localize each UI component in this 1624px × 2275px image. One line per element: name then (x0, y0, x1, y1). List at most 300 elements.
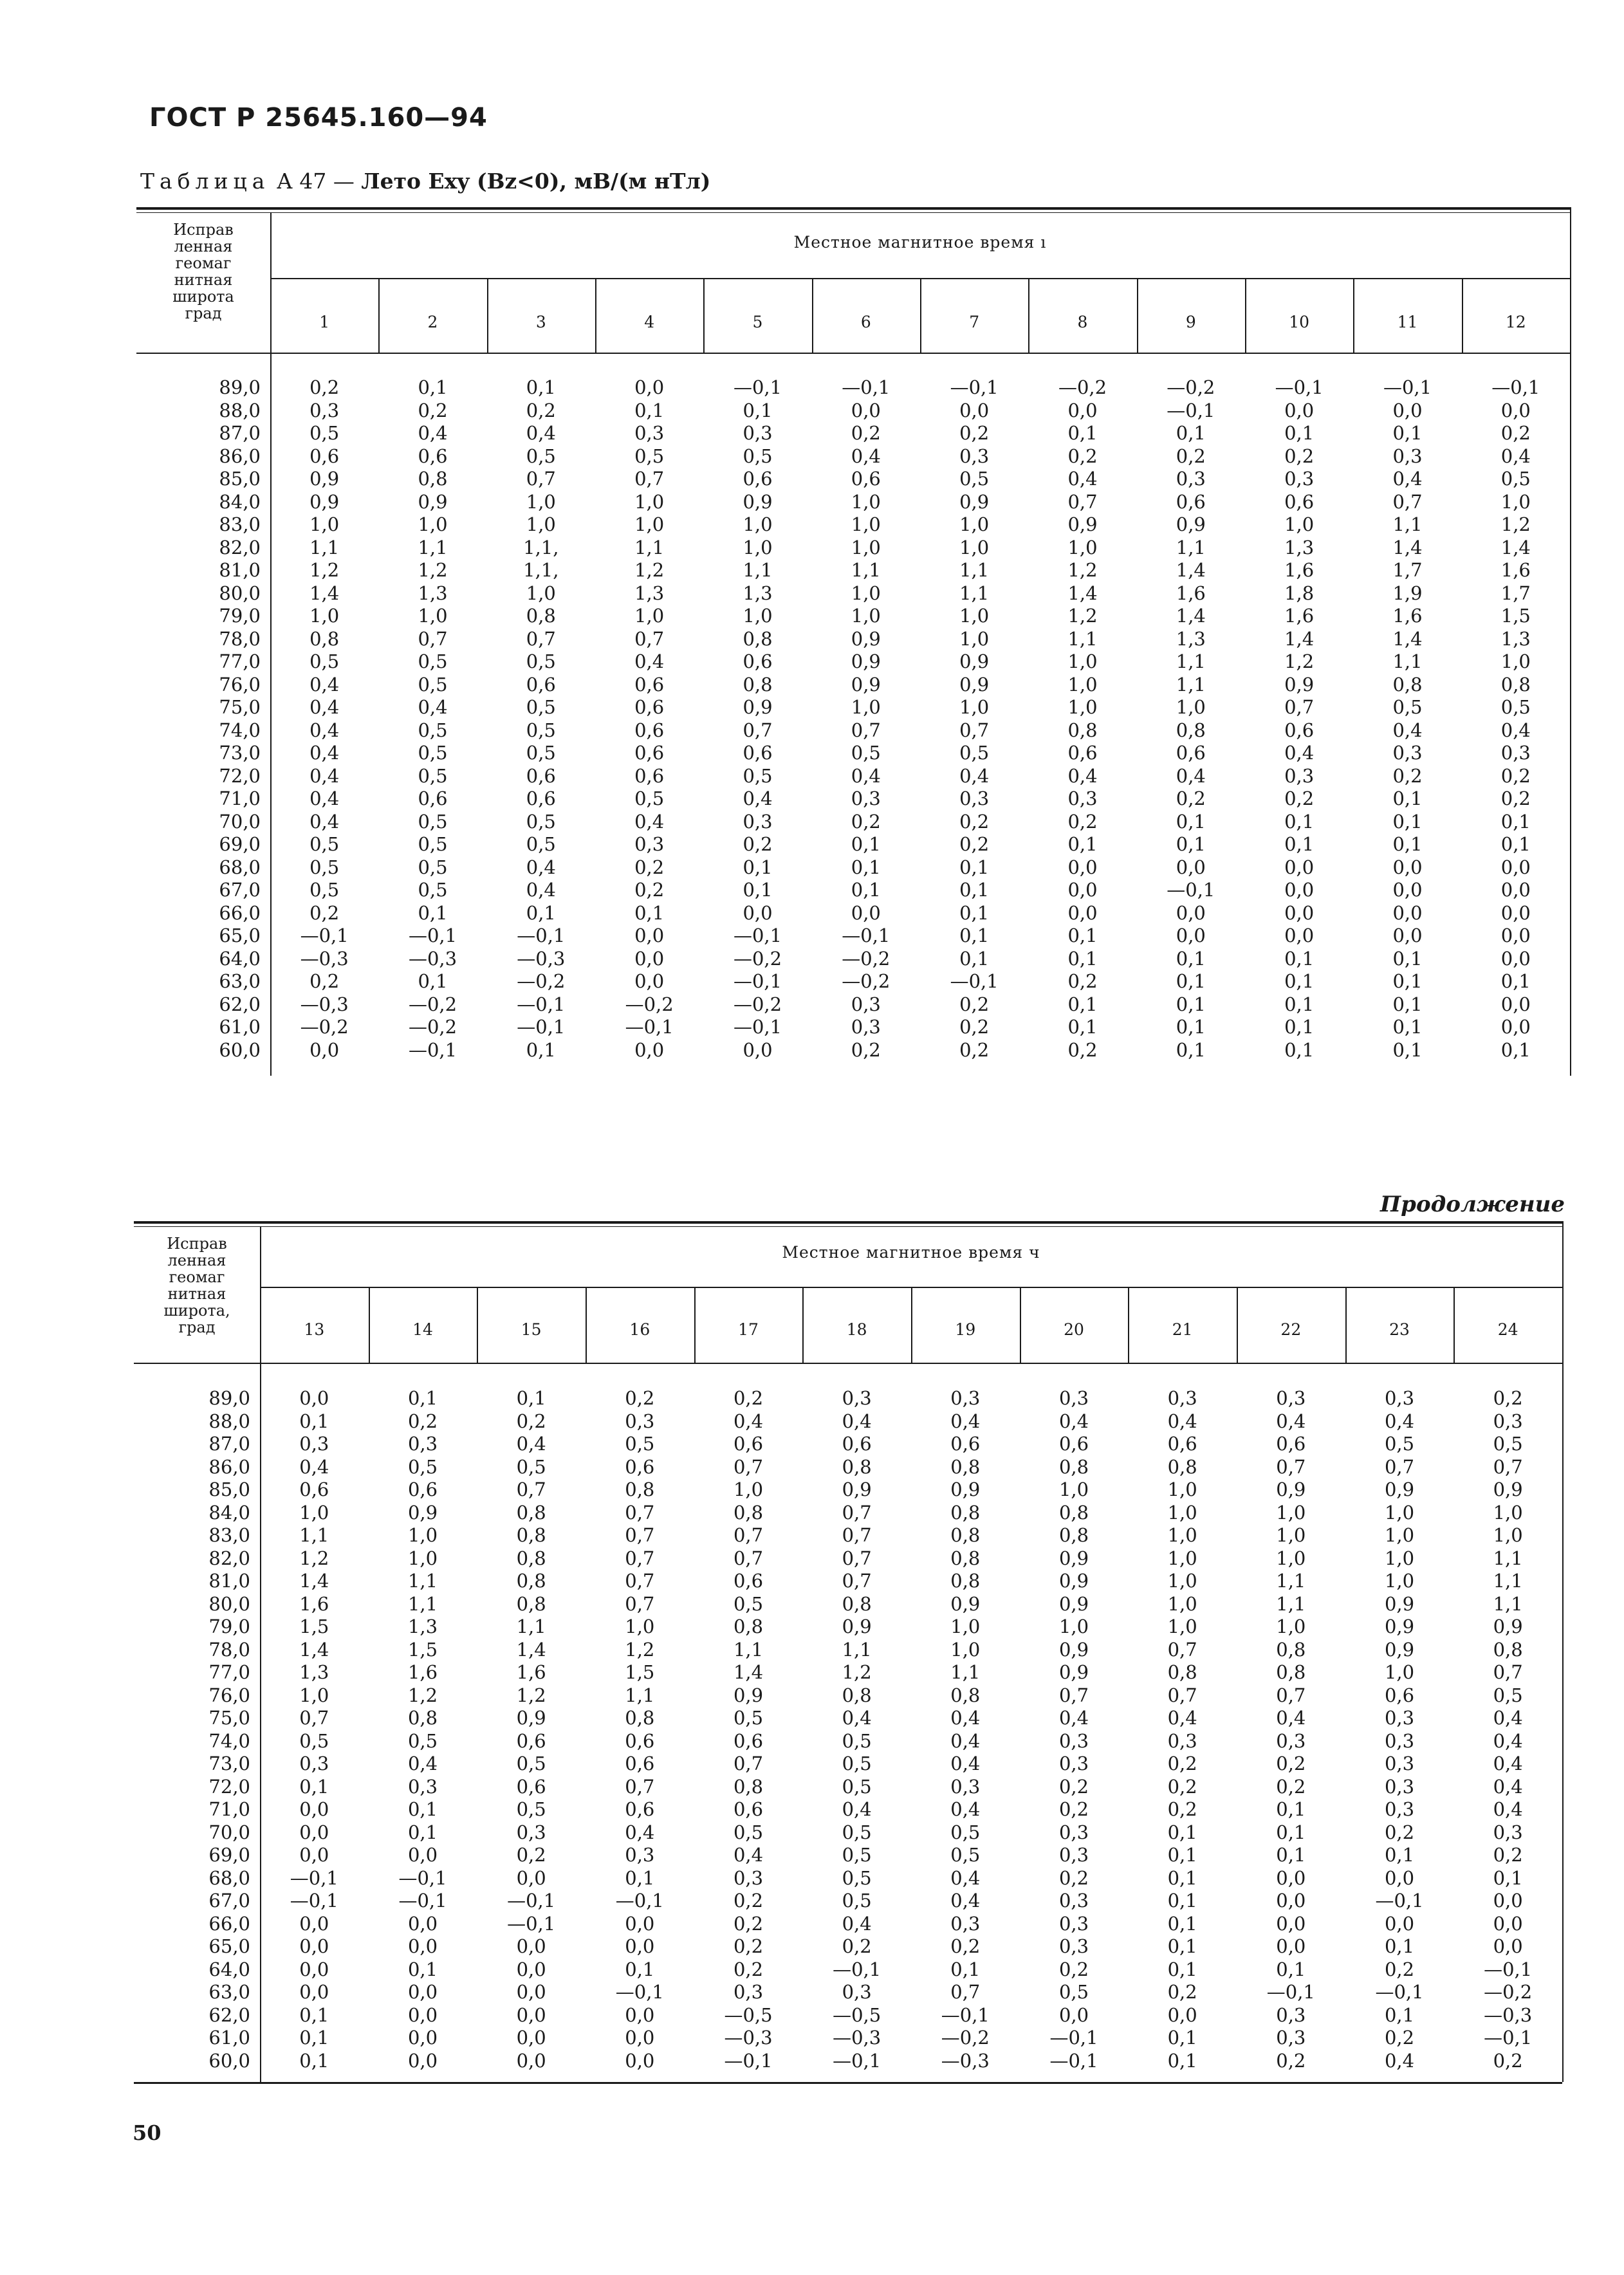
value-cell: 0,0 (407, 1912, 438, 1935)
value-cell: 0,6 (299, 1478, 329, 1500)
value-cell: 1,0 (1176, 696, 1206, 718)
value-cell: —0,2 (733, 947, 782, 970)
latitude-cell: 81,0 (219, 559, 261, 581)
latitude-cell: 64,0 (208, 1958, 250, 1980)
value-cell: 0,1 (625, 1866, 655, 1889)
value-cell: 0,5 (516, 1455, 546, 1478)
value-cell: 0,8 (950, 1524, 981, 1546)
value-cell: 0,4 (1392, 468, 1423, 490)
value-cell: 0,5 (526, 810, 556, 833)
value-cell: 1,0 (1384, 1524, 1415, 1546)
value-cell: 0,0 (1067, 901, 1098, 924)
value-cell: 0,7 (625, 1592, 655, 1615)
value-cell: 0,0 (743, 1038, 773, 1061)
value-cell: 0,5 (842, 1866, 872, 1889)
value-cell: 0,6 (1384, 1684, 1415, 1706)
value-cell: 0,9 (1384, 1638, 1415, 1661)
value-cell: —0,1 (507, 1890, 556, 1911)
value-cell: 0,1 (1500, 1038, 1531, 1061)
value-cell: 0,1 (526, 901, 556, 924)
value-cell: 0,7 (1276, 1684, 1306, 1706)
value-cell: 0,1 (1176, 970, 1206, 992)
value-cell: 0,0 (299, 1981, 329, 2003)
value-cell: 0,3 (1276, 1729, 1306, 1752)
latitude-cell: 78,0 (219, 627, 261, 650)
value-cell: 0,5 (418, 719, 448, 741)
value-cell: 0,0 (851, 399, 881, 421)
value-cell: 0,0 (743, 901, 773, 924)
value-cell: 0,2 (959, 1016, 990, 1038)
value-cell: 0,7 (625, 1524, 655, 1546)
value-cell: 0,1 (1500, 833, 1531, 855)
value-cell: 1,6 (299, 1592, 329, 1615)
value-cell: 1,2 (418, 559, 448, 581)
value-cell: 0,7 (1493, 1455, 1523, 1478)
value-cell: 0,6 (1284, 719, 1315, 741)
latitude-cell: 60,0 (208, 2049, 250, 2072)
value-cell: 1,0 (1167, 1592, 1197, 1615)
value-cell: 0,2 (950, 1935, 981, 1957)
value-cell: 0,0 (407, 1844, 438, 1866)
value-cell: 0,5 (842, 1729, 872, 1752)
value-cell: 0,7 (733, 1753, 764, 1774)
value-cell: 0,6 (733, 1729, 764, 1752)
value-cell: 0,7 (1392, 490, 1423, 513)
value-cell: 0,1 (1284, 1016, 1315, 1038)
header-bottom-rule (136, 353, 1570, 354)
value-cell: 0,5 (733, 1821, 764, 1843)
value-cell: 0,5 (418, 742, 448, 764)
value-cell: 0,2 (1058, 1798, 1089, 1820)
latitude-cell: 72,0 (208, 1775, 250, 1798)
value-cell: —0,1 (300, 925, 349, 946)
caption-number: А 47 (276, 169, 327, 194)
value-cell: 0,6 (1276, 1433, 1306, 1455)
value-cell: 0,6 (634, 696, 665, 718)
value-cell: 0,1 (851, 879, 881, 901)
value-cell: —0,3 (941, 2049, 990, 2072)
value-cell: 0,3 (959, 788, 990, 809)
value-cell: 0,4 (526, 856, 556, 878)
value-cell: 0,7 (516, 1478, 546, 1500)
value-cell: 0,8 (950, 1501, 981, 1524)
value-cell: 0,3 (842, 1981, 872, 2003)
value-cell: 0,5 (950, 1821, 981, 1843)
value-cell: 0,1 (743, 879, 773, 901)
value-cell: 0,8 (842, 1684, 872, 1706)
value-cell: 0,1 (1167, 1866, 1197, 1889)
value-cell: 1,5 (407, 1638, 438, 1661)
value-cell: 0,6 (407, 1478, 438, 1500)
value-cell: 0,5 (842, 1753, 872, 1774)
latitude-cell: 63,0 (208, 1981, 250, 2003)
value-cell: —0,1 (842, 376, 890, 398)
value-cell: 0,8 (1058, 1524, 1089, 1546)
value-cell: 0,8 (950, 1455, 981, 1478)
value-cell: —0,2 (733, 993, 782, 1015)
value-cell: 0,1 (1167, 1844, 1197, 1866)
value-cell: 0,3 (1384, 1387, 1415, 1409)
value-cell: 0,2 (309, 970, 340, 992)
value-cell: 1,0 (959, 536, 990, 558)
value-cell: 0,1 (625, 1958, 655, 1980)
value-cell: 0,9 (516, 1707, 546, 1729)
value-cell: 1,3 (299, 1661, 329, 1683)
value-cell: 1,1 (516, 1616, 546, 1637)
value-cell: 0,6 (418, 788, 448, 809)
value-cell: 0,4 (516, 1433, 546, 1455)
value-cell: 0,0 (1384, 1866, 1415, 1889)
value-cell: 0,2 (516, 1410, 546, 1432)
value-cell: 0,4 (418, 696, 448, 718)
hour-header: 11 (1397, 313, 1418, 331)
value-cell: —0,3 (833, 2027, 881, 2049)
value-cell: 1,0 (959, 513, 990, 535)
caption-prefix: Таблица (140, 169, 270, 194)
latitude-cell: 86,0 (219, 445, 261, 467)
value-cell: 0,4 (309, 673, 340, 695)
value-cell: 1,1 (851, 559, 881, 581)
value-cell: 0,6 (418, 445, 448, 467)
caption-dash: — (333, 169, 355, 194)
value-cell: 0,0 (299, 1387, 329, 1409)
value-cell: 0,9 (733, 1684, 764, 1706)
value-cell: 1,0 (1500, 490, 1531, 513)
value-cell: 1,7 (1392, 559, 1423, 581)
value-cell: 0,4 (309, 719, 340, 741)
value-cell: 0,5 (407, 1729, 438, 1752)
value-cell: 0,1 (1167, 2049, 1197, 2072)
value-cell: 0,4 (1493, 1798, 1523, 1820)
value-cell: 1,1 (733, 1638, 764, 1661)
value-cell: 1,3 (1176, 627, 1206, 650)
value-cell: 0,7 (1167, 1684, 1197, 1706)
hour-header: 10 (1289, 313, 1310, 331)
value-cell: 0,1 (1392, 1038, 1423, 1061)
latitude-cell: 73,0 (208, 1753, 250, 1774)
value-cell: 0,3 (299, 1753, 329, 1774)
hour-header: 17 (738, 1320, 759, 1339)
value-cell: 0,0 (634, 925, 665, 946)
value-cell: 0,4 (309, 742, 340, 764)
value-cell: —0,1 (1275, 376, 1324, 398)
value-cell: 0,1 (851, 856, 881, 878)
value-cell: —0,1 (517, 1016, 566, 1038)
value-cell: 0,3 (1493, 1821, 1523, 1843)
value-cell: 1,0 (1276, 1547, 1306, 1569)
value-cell: 0,0 (407, 2003, 438, 2026)
value-cell: 0,4 (299, 1455, 329, 1478)
value-cell: 0,5 (1500, 468, 1531, 490)
value-cell: —0,2 (842, 970, 890, 992)
value-cell: 1,0 (407, 1524, 438, 1546)
value-cell: 1,0 (959, 627, 990, 650)
value-cell: 1,6 (1392, 605, 1423, 627)
value-cell: —0,2 (517, 970, 566, 992)
value-cell: 0,2 (959, 1038, 990, 1061)
value-cell: 0,4 (1500, 445, 1531, 467)
value-cell: 0,2 (1058, 1866, 1089, 1889)
value-cell: —0,2 (1167, 376, 1215, 398)
value-cell: 0,1 (1392, 810, 1423, 833)
value-cell: 0,9 (743, 490, 773, 513)
value-cell: 0,3 (743, 810, 773, 833)
value-cell: 0,0 (1384, 1912, 1415, 1935)
value-cell: 0,9 (1493, 1616, 1523, 1637)
value-cell: 1,4 (1500, 536, 1531, 558)
value-cell: 0,6 (1058, 1433, 1089, 1455)
value-cell: 0,9 (1058, 1638, 1089, 1661)
value-cell: 0,5 (1500, 696, 1531, 718)
value-cell: 0,2 (1384, 1821, 1415, 1843)
value-cell: 0,8 (842, 1455, 872, 1478)
latitude-cell: 62,0 (208, 2003, 250, 2026)
value-cell: —0,1 (1375, 1981, 1424, 2003)
value-cell: 0,5 (733, 1707, 764, 1729)
value-cell: 0,4 (526, 879, 556, 901)
value-cell: 0,6 (625, 1729, 655, 1752)
value-cell: 0,5 (526, 742, 556, 764)
value-cell: 0,6 (634, 764, 665, 787)
latitude-cell: 83,0 (219, 513, 261, 535)
value-cell: 0,3 (851, 1016, 881, 1038)
value-cell: 0,1 (1384, 1935, 1415, 1957)
value-cell: 0,1 (1284, 970, 1315, 992)
value-cell: 1,2 (634, 559, 665, 581)
value-cell: 1,2 (1067, 559, 1098, 581)
hour-header: 5 (752, 313, 763, 331)
value-cell: 1,8 (1284, 582, 1315, 604)
value-cell: 0,1 (1176, 1016, 1206, 1038)
value-cell: 0,5 (418, 856, 448, 878)
value-cell: 0,2 (634, 879, 665, 901)
value-cell: 0,9 (1384, 1616, 1415, 1637)
hour-header: 23 (1389, 1320, 1410, 1339)
value-cell: —0,1 (398, 1866, 447, 1889)
value-cell: 0,0 (299, 1935, 329, 1957)
value-cell: 0,1 (959, 856, 990, 878)
value-cell: 0,3 (1058, 1890, 1089, 1911)
value-cell: 0,7 (733, 1547, 764, 1569)
value-cell: 1,0 (1384, 1570, 1415, 1592)
value-cell: 1,0 (851, 513, 881, 535)
value-cell: 0,0 (1284, 879, 1315, 901)
value-cell: 1,1 (407, 1570, 438, 1592)
latitude-cell: 81,0 (208, 1570, 250, 1592)
value-cell: 0,0 (1500, 947, 1531, 970)
value-cell: 1,0 (1276, 1616, 1306, 1637)
value-cell: 0,8 (1276, 1638, 1306, 1661)
value-cell: 0,1 (1500, 970, 1531, 992)
value-cell: 0,8 (418, 468, 448, 490)
latitude-cell: 63,0 (219, 970, 261, 992)
value-cell: 0,7 (842, 1547, 872, 1569)
value-cell: —0,3 (408, 947, 457, 970)
value-cell: 1,0 (1067, 536, 1098, 558)
value-cell: 0,2 (733, 1958, 764, 1980)
latitude-cell: 89,0 (208, 1387, 250, 1409)
value-cell: 0,5 (418, 764, 448, 787)
value-cell: 0,7 (959, 719, 990, 741)
latitude-cell: 84,0 (208, 1501, 250, 1524)
value-cell: 0,5 (309, 879, 340, 901)
value-cell: 1,0 (299, 1684, 329, 1706)
table-top-rule (136, 207, 1570, 210)
value-cell: 1,2 (516, 1684, 546, 1706)
table-right-border (1570, 207, 1571, 1076)
value-cell: 0,9 (851, 627, 881, 650)
value-cell: 0,4 (950, 1410, 981, 1432)
value-cell: 0,2 (851, 810, 881, 833)
value-cell: 0,9 (1058, 1661, 1089, 1683)
latitude-cell: 65,0 (219, 925, 261, 946)
value-cell: 0,3 (1067, 788, 1098, 809)
value-cell: 1,0 (1067, 673, 1098, 695)
value-cell: 0,1 (1392, 788, 1423, 809)
value-cell: 0,7 (842, 1501, 872, 1524)
value-cell: 0,6 (1176, 742, 1206, 764)
value-cell: 0,0 (1500, 399, 1531, 421)
hour-header: 9 (1185, 313, 1196, 331)
value-cell: 0,0 (516, 2027, 546, 2049)
value-cell: 0,2 (743, 833, 773, 855)
value-cell: 0,9 (743, 696, 773, 718)
value-cell: 0,1 (1176, 833, 1206, 855)
value-cell: 0,3 (950, 1387, 981, 1409)
value-cell: 0,0 (1276, 1890, 1306, 1911)
value-cell: 0,2 (1167, 1798, 1197, 1820)
value-cell: 0,8 (1392, 673, 1423, 695)
value-cell: 1,0 (1167, 1478, 1197, 1500)
latitude-cell: 88,0 (208, 1410, 250, 1432)
value-cell: 0,8 (1176, 719, 1206, 741)
value-cell: 0,2 (959, 833, 990, 855)
value-cell: —0,2 (300, 1016, 349, 1038)
value-cell: 0,2 (418, 399, 448, 421)
value-cell: 0,5 (418, 810, 448, 833)
value-cell: 1,2 (625, 1638, 655, 1661)
latitude-cell: 67,0 (208, 1890, 250, 1911)
value-cell: 1,2 (1284, 650, 1315, 672)
value-cell: 0,9 (1067, 513, 1098, 535)
value-cell: 0,1 (1276, 1958, 1306, 1980)
value-cell: 0,0 (1500, 879, 1531, 901)
continuation-label: Продолжение (1380, 1192, 1565, 1217)
value-cell: 0,0 (1392, 399, 1423, 421)
value-cell: 0,0 (1284, 856, 1315, 878)
value-cell: 1,0 (1276, 1501, 1306, 1524)
value-cell: 1,0 (1067, 696, 1098, 718)
latitude-cell: 71,0 (219, 788, 261, 809)
hour-header: 2 (427, 313, 438, 331)
value-cell: 1,5 (299, 1616, 329, 1637)
value-cell: —0,1 (517, 925, 566, 946)
value-cell: 1,4 (1176, 559, 1206, 581)
value-cell: —0,2 (408, 1016, 457, 1038)
value-cell: 0,0 (407, 2027, 438, 2049)
value-cell: 0,6 (625, 1455, 655, 1478)
value-cell: 0,7 (1284, 696, 1315, 718)
value-cell: —0,1 (408, 1038, 457, 1061)
value-cell: 1,1 (1276, 1592, 1306, 1615)
value-cell: —0,1 (290, 1890, 338, 1911)
table-right-border (1562, 1221, 1564, 2082)
value-cell: 0,0 (516, 2049, 546, 2072)
value-cell: 1,6 (1500, 559, 1531, 581)
value-cell: 0,4 (418, 422, 448, 444)
value-cell: 0,9 (851, 673, 881, 695)
value-cell: 0,2 (1276, 1753, 1306, 1774)
value-cell: 0,0 (1500, 901, 1531, 924)
value-cell: 0,4 (634, 650, 665, 672)
value-cell: 0,3 (1058, 1912, 1089, 1935)
latitude-cell: 69,0 (208, 1844, 250, 1866)
value-cell: 1,4 (299, 1570, 329, 1592)
value-cell: 1,0 (959, 696, 990, 718)
value-cell: —0,1 (950, 970, 999, 992)
value-cell: 0,8 (309, 627, 340, 650)
value-cell: 1,0 (1167, 1616, 1197, 1637)
value-cell: 1,1 (842, 1638, 872, 1661)
value-cell: 0,1 (526, 1038, 556, 1061)
value-cell: —0,1 (1167, 399, 1215, 421)
value-cell: 0,8 (516, 1524, 546, 1546)
value-cell: 0,1 (1500, 810, 1531, 833)
value-cell: 0,8 (516, 1570, 546, 1592)
latitude-cell: 78,0 (208, 1638, 250, 1661)
value-cell: 0,3 (1058, 1935, 1089, 1957)
value-cell: 0,8 (733, 1775, 764, 1798)
value-cell: 0,0 (1176, 856, 1206, 878)
value-cell: 0,1 (634, 399, 665, 421)
hour-header: 16 (629, 1320, 651, 1339)
value-cell: 0,7 (418, 627, 448, 650)
value-cell: 1,0 (733, 1478, 764, 1500)
value-cell: 0,2 (1067, 1038, 1098, 1061)
value-cell: 1,1 (1176, 673, 1206, 695)
value-cell: 1,4 (1392, 627, 1423, 650)
value-cell: 0,0 (299, 1958, 329, 1980)
value-cell: 0,2 (1167, 1981, 1197, 2003)
value-cell: 0,3 (299, 1433, 329, 1455)
value-cell: 0,5 (950, 1844, 981, 1866)
value-cell: 0,5 (1384, 1433, 1415, 1455)
value-cell: 1,1 (1493, 1547, 1523, 1569)
value-cell: 0,3 (950, 1912, 981, 1935)
value-cell: 0,1 (1493, 1866, 1523, 1889)
value-cell: 0,2 (407, 1410, 438, 1432)
value-cell: 0,3 (1384, 1707, 1415, 1729)
value-cell: 0,9 (842, 1616, 872, 1637)
value-cell: 0,4 (1176, 764, 1206, 787)
value-cell: —0,1 (615, 1890, 664, 1911)
time-header: Местное магнитное время ı (793, 233, 1047, 252)
latitude-cell: 79,0 (208, 1616, 250, 1637)
value-cell: 0,2 (309, 901, 340, 924)
value-cell: 1,1 (299, 1524, 329, 1546)
latitude-cell: 80,0 (219, 582, 261, 604)
value-cell: 1,1 (634, 536, 665, 558)
value-cell: 1,0 (634, 490, 665, 513)
value-cell: 1,1 (1493, 1592, 1523, 1615)
value-cell: 0,0 (1276, 1912, 1306, 1935)
latitude-cell: 71,0 (208, 1798, 250, 1820)
value-cell: 0,8 (1058, 1455, 1089, 1478)
value-cell: —0,2 (941, 2027, 990, 2049)
value-cell: 0,1 (1167, 1821, 1197, 1843)
value-cell: —0,3 (724, 2027, 773, 2049)
value-cell: 0,7 (1493, 1661, 1523, 1683)
